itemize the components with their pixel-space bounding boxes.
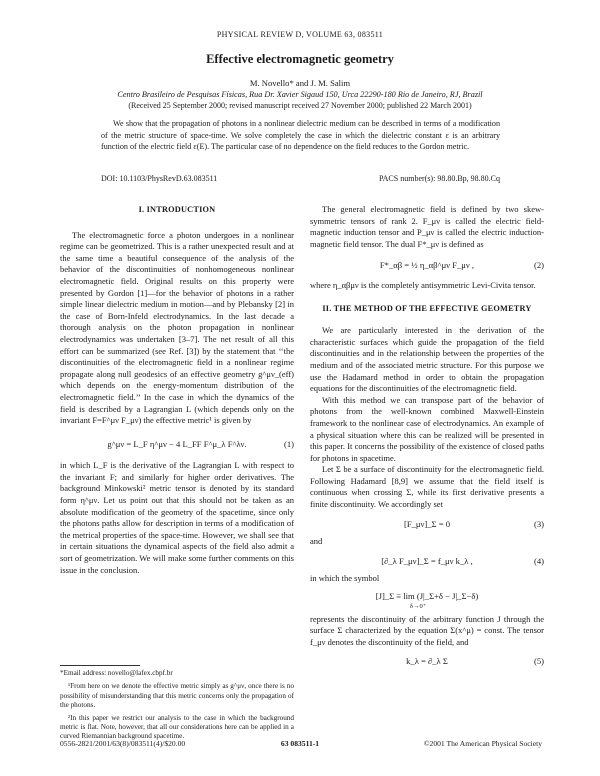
- method-paragraph-3: Let Σ be a surface of discontinuity for the electromagnetic field. Following Hadamard [8,9] we assume that the field itself is continuous when crossing Σ, while its first derivative presents a finite discontinuity. We accordingly set: [310, 464, 544, 510]
- equation-2: [310, 260, 544, 272]
- right-paragraph-symbol: in which the symbol: [310, 573, 380, 584]
- footnote-rule: [60, 665, 140, 666]
- article-title: Effective electromagnetic geometry: [206, 52, 394, 66]
- right-paragraph-2: where η_αβμν is the completely antisymmetric Levi-Civita tensor.: [310, 279, 536, 290]
- equation-3-body: [F_μν]_Σ = 0: [403, 518, 451, 529]
- authors: M. Novello* and J. M. Salim: [249, 78, 351, 88]
- equation-4-body: [∂_λ F_μν]_Σ = f_μν k_λ ,: [381, 555, 473, 566]
- section-heading-method: II. THE METHOD OF THE EFFECTIVE GEOMETRY: [322, 303, 532, 313]
- left-column: [60, 204, 294, 576]
- equation-5-number: (5): [533, 656, 544, 667]
- received-dates: (Received 25 September 2000; revised manuscript received 27 November 2000; published 22 March 2001): [128, 101, 472, 110]
- method-paragraph-2: With this method we can transpose part of the behavior of photons from the well-known combined Maxwell-Einstein framework to the nonlinear case of electrodynamics. An example of a physical situation where this can be realized will be presented in this paper. It concerns the possibility of the existence of closed paths for photons in spacetime.: [310, 394, 544, 463]
- and-text: and: [310, 536, 323, 547]
- equation-1-number: (1): [283, 438, 294, 449]
- equation-limit: [310, 591, 544, 610]
- section-heading-introduction: I. INTRODUCTION: [138, 205, 216, 214]
- equation-4-number: (4): [533, 555, 544, 566]
- equation-2-body: F*_αβ = ½ η_αβ^μν F_μν ,: [379, 260, 475, 271]
- footnotes: [60, 669, 294, 742]
- affiliation: Centro Brasileiro de Pesquisas Físicas, Rua Dr. Xavier Sigaud 150, Urca 22290-180 Rio de Janeiro, RJ, Brazil: [117, 90, 483, 99]
- equation-2-number: (2): [533, 260, 544, 271]
- equation-5-body: k_λ = ∂_λ Σ: [406, 656, 448, 667]
- footer-copyright: ©2001 The American Physical Society: [423, 739, 542, 748]
- right-paragraph-1: The general electromagnetic field is defined by two skew-symmetric tensors of rank 2. F_μν is called the electric field-magnetic induction tensor and P_μν is called the electric induction-magnetic field tensor. The dual F*_μν is defined as: [310, 204, 544, 249]
- footer-issn: 0556-2821/2001/63(8)/083511(4)/$20.00: [60, 739, 186, 748]
- equation-1: [60, 439, 294, 451]
- footer-page-number: 63 083511-1: [280, 739, 320, 748]
- equation-1-body: g^μν = L_F η^μν − 4 L_FF F^μ_λ F^λν.: [107, 438, 247, 449]
- method-paragraph-1: We are particularly interested in the derivation of the characteristic surfaces which guide the propagation of the field discontinuities and in the relationship between the properties of the medium and of the associated metric structure. For this purpose we use the Hadamard method in order to obtain the propagation equations for the discontinuities of the electromagnetic field.: [310, 325, 544, 394]
- equation-5: [310, 656, 544, 668]
- doi[interactable]: DOI: 10.1103/PhysRevD.63.083511: [101, 174, 218, 183]
- footnote-email: *Email address: novello@lafex.cbpf.br: [60, 669, 173, 677]
- pacs-numbers: PACS number(s): 98.80.Bp, 98.80.Cq: [378, 174, 500, 183]
- equation-limit-body: [J]_Σ ≡ lim (J|_Σ+δ − J|_Σ−δ): [375, 591, 479, 602]
- intro-paragraph-1: The electromagnetic force a photon undergoes in a nonlinear regime can be geometrized. This is a rather unexpected result and at the same time a beautiful consequence of the analysis of the behavior of the discontinuities of nonhomogeneous nonlinear electromagnetic field. Original results on this property were presented by Gordon [1]—for the behavior of photons in a rather simple linear dielectric medium in motion—and by Plebansky [2] in the case of Born-Infeld electrodynamics. In the last decade a thorough analysis on the photon propagation in nonlinear electrodynamics was undertaken [3–7]. The net result of all this effort can be summarized (see Ref. [3]) by the statement that ‘‘the discontinuities of the electromagnetic field in a nonlinear regime propagate along null geodesics of an effective geometry g^μν_(eff) which depends on the energy-momentum distribution of the electromagnetic field.’’ In the case in which the dynamics of the field is described by a Lagrangian L (which depends only on the invariant F=F^μν F_μν) the effective metric¹ is given by: [60, 229, 294, 426]
- abstract: We show that the propagation of photons in a nonlinear dielectric medium can be described in terms of a modification of the metric structure of space-time. We solve completely the case in which the dielectric constant ε is an arbitrary function of the electric field ε(E). The particular case of no dependence on the field reduces to the Gordon metric.: [101, 119, 500, 152]
- footnote-1: ¹From here on we denote the effective metric simply as g^μν, once there is no possibility of misunderstanding that this metric concerns only the propagation of the photons.: [60, 682, 294, 710]
- journal-header: PHYSICAL REVIEW D, VOLUME 63, 083511: [216, 30, 384, 39]
- equation-3: [310, 519, 544, 531]
- right-column: [310, 204, 544, 668]
- equation-limit-subscript: δ→0⁺: [409, 602, 427, 610]
- equation-3-number: (3): [533, 518, 544, 529]
- footnote-2: ²In this paper we restrict our analysis to the case in which the background metric is flat. Note, however, that all our considerations here can be applied in a curved Riemannian background spacetime.: [60, 713, 294, 741]
- equation-4: [310, 556, 544, 568]
- right-paragraph-discontinuity: represents the discontinuity of the arbitrary function J through the surface Σ characterized by the equation Σ(x^μ) = const. The tensor f_μν denotes the discontinuity of the field, and: [310, 613, 544, 647]
- intro-paragraph-2: in which L_F is the derivative of the Lagrangian L with respect to the invariant F; and similarly for higher order derivatives. The background Minkowski² metric tensor is denoted by its standard form η^μν. Let us point out that this should not be taken as an absolute modification of the geometry of the spacetime, since only the photons paths allow for description in terms of a modification of the metrical properties of the space-time. However, we shall see that in certain situations the dynamical aspects of the field also admit a sort of geometrization. We will make some further comments on this issue in the conclusion.: [60, 460, 294, 575]
